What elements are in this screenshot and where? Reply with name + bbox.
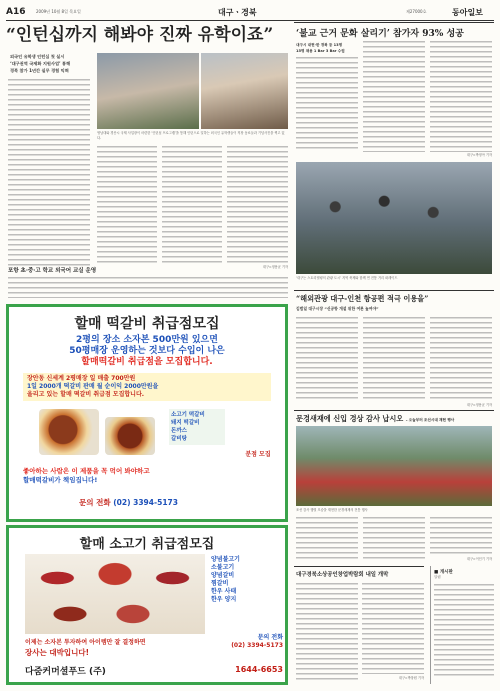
story5-byline: 대구=박창원 기자 <box>398 676 424 680</box>
story3-deck: 김범일 대구시장 “신공항 개설 위한 여론 높여야” <box>296 306 379 311</box>
story3-body-col2 <box>363 316 425 402</box>
ad1-items <box>169 409 225 445</box>
ad2-pitch-line: 이제는 소자본 투자하여 아이템만 잘 결정하면 <box>25 639 146 646</box>
story1-body-col3 <box>162 145 222 265</box>
story2-body-col3 <box>430 40 492 152</box>
ad1-side-label: 분점 모집 <box>245 451 271 458</box>
ad2-side-item: 찜갈비 <box>211 580 229 587</box>
ad2-phone2: 1644-6653 <box>235 665 283 674</box>
ad1-item: 소고기 떡갈비 <box>171 412 205 418</box>
story1-headline: “인턴십까지 해봐야 진짜 유학이죠” <box>6 25 274 45</box>
story2-deck-line: 15명 채용 1 Bar 3 Bar 수립 <box>296 49 345 53</box>
story4-headline <box>296 414 494 424</box>
story2-body-col2 <box>363 40 425 152</box>
ad1-promo-block <box>23 373 271 401</box>
ad2-company: 다줌커머셜푸드 (주) <box>25 667 106 677</box>
story5-headline: 대구경북소상공인창업박람회 내일 개막 <box>296 572 389 578</box>
masthead <box>6 6 494 21</box>
story3-body-col1 <box>296 316 358 402</box>
story4-body-col3 <box>430 516 492 556</box>
ad2-meat-photos <box>25 554 205 634</box>
story1-deck <box>10 53 110 74</box>
ad2-pitch-line: 장사는 대박입니다! <box>25 648 89 657</box>
story2-photo-caption: ‘대구는 스토리텔링의 관광 도시’ 지역 축제와 함께 연 전통 거리 퍼레이드 <box>296 276 398 280</box>
story3-rule <box>294 290 494 291</box>
story1-deck-line: 경북 참가 1년간 실무 경험 익혀 <box>10 68 69 73</box>
story4-photo <box>296 426 492 506</box>
story1-sub-body <box>8 276 288 298</box>
story3-byline: 대구=정용균 기자 <box>466 403 492 407</box>
story4-deck: – 오늘부터 조선시대 재현 행사 <box>405 418 455 422</box>
section-name: 대구ㆍ경북 <box>218 8 257 17</box>
ad1-item: 돈까스 <box>171 428 187 434</box>
story5-body-col2 <box>362 582 424 674</box>
ad2-contact <box>211 634 283 650</box>
notice-title: 알림 <box>434 575 441 579</box>
ad1-bottom-line: 좋아하는 사람은 이 제품을 꼭 먹어 봐야하고 <box>23 467 150 475</box>
ad1-promo-line: 1일 2000개 떡갈비 판매 월 순이익 2000만원을 <box>27 383 159 390</box>
story2-photo <box>296 162 492 274</box>
story3-body-col3 <box>430 316 492 402</box>
story1-body-col2 <box>97 145 157 265</box>
story1-photo-caption: 영남대와 경산시 국제 사업장이 마련한 ‘인턴십 프로그램’을 통해 인턴으로 일하는 외국인 유학생들이 직장 동료들과 기념사진을 찍고 있다. <box>97 131 285 140</box>
story5-body-col1 <box>296 582 358 680</box>
story4-body-col1 <box>296 516 358 562</box>
ad1-promo-line: 장안동 신세계 2평매장 일 매출 700만원 <box>27 375 136 382</box>
ad1-promo-line: 올리고 있는 할매 떡갈비 취급점 모집합니다. <box>27 391 145 398</box>
story4-rule <box>294 410 494 411</box>
story2-rule <box>294 22 494 23</box>
story1-byline: 대구=정용균 기자 <box>262 265 288 269</box>
masthead-date: 2009년 10월 8일 목요일 <box>36 9 81 14</box>
ad2-side-list <box>211 556 281 604</box>
page-number: A16 <box>6 7 26 17</box>
story2-deck-line: 대구시 대현·한 경북 등 13명 <box>296 43 343 47</box>
ad2-phone: (02) 3394-5173 <box>231 642 283 649</box>
ad2-side-item: 소불고기 <box>211 564 235 571</box>
story2-headline: ‘불교 근거 문화 살리기’ 참가자 93% 성공 <box>296 29 464 39</box>
ad1-contact <box>79 497 279 508</box>
ad1-bottom <box>23 467 273 485</box>
ad2-pitch <box>25 638 205 658</box>
ad2-side-item: 양념불고기 <box>211 556 240 563</box>
ad1-food-photo-2 <box>105 417 155 455</box>
ad-sogogi <box>6 525 288 685</box>
issue-number: 제27000호 <box>406 9 427 14</box>
notice-body <box>434 583 494 679</box>
story4-photo-caption: 조선 감사 행렬 모습을 재현한 문경새재의 전통 행사 <box>296 508 368 512</box>
ad1-bottom-line: 할매떡갈비가 책임집니다! <box>23 476 98 484</box>
story1-photo-2 <box>201 53 288 129</box>
ad1-contact-label: 문의 전화 <box>79 498 111 507</box>
story2-byline: 대구=박정아 기자 <box>466 153 492 157</box>
ad1-line3: 할매떡갈비 취급점을 모집합니다. <box>81 357 213 367</box>
notice-board <box>430 566 494 684</box>
story4-byline: 대구=이인기 기자 <box>466 557 492 561</box>
story3-headline: “해외관광 대구-인천 항공편 적극 이용을” <box>296 294 429 303</box>
story4-headline-main: 문경새재에 신입 경상 감사 납시오 <box>296 414 404 423</box>
story1-sub-headline: 포항 초·중·고 학교 외국어 교실 운영 <box>8 268 97 274</box>
ad1-item: 갈비탕 <box>171 436 187 442</box>
story1-body <box>8 78 90 266</box>
ad2-side-item: 한우 사태 <box>211 588 237 595</box>
ad1-line2: 50평매장 운영하는 것보다 수입이 나은 <box>69 346 225 356</box>
story4-body-col2 <box>363 516 425 562</box>
story1-deck-line: ‘대구권역 국제화 지원사업’ 통해 <box>10 61 71 66</box>
ad1-line1: 2평의 장소 소자본 500만원 있으면 <box>76 335 218 345</box>
paper-name: 동아일보 <box>452 7 483 17</box>
ad1-title: 할매 떡갈비 취급점모집 <box>74 316 220 332</box>
ad1-item: 돼지 떡갈비 <box>171 420 200 426</box>
ad2-title: 할매 소고기 취급점모집 <box>79 537 215 552</box>
ad1-food-photo <box>39 409 99 455</box>
notice-heading: ■ 개시판 <box>434 570 453 575</box>
story1-deck-line: 외국인 유학생 인턴십 첫 실시 <box>10 54 65 59</box>
ad2-contact-label: 문의 전화 <box>257 634 283 641</box>
story5-rule <box>294 566 424 567</box>
ad2-side-item: 양념갈비 <box>211 572 235 579</box>
story1-photo <box>97 53 199 129</box>
ad1-headline-block <box>13 335 281 368</box>
ad-tteokgalbi <box>6 304 288 522</box>
story2-body-col1 <box>296 56 358 152</box>
ad2-side-item: 한우 양지 <box>211 596 237 603</box>
story1-body-col4 <box>227 145 288 265</box>
ad1-phone: (02) 3394-5173 <box>113 498 178 507</box>
